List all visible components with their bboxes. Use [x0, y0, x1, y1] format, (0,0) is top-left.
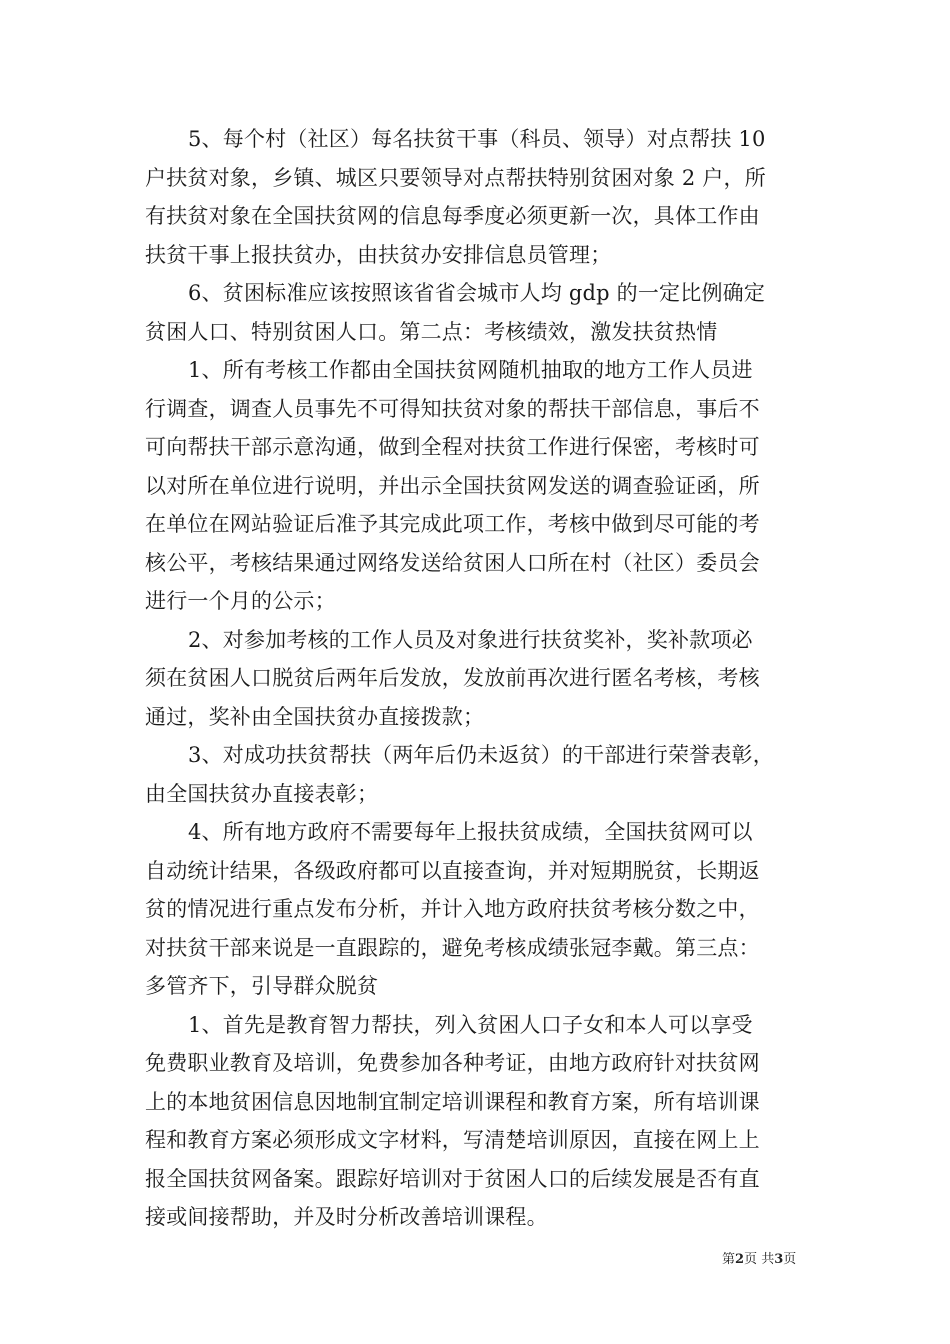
text-line: 2、对参加考核的工作人员及对象进行扶贫奖补，奖补款项必 [188, 627, 753, 652]
text-line: 5、每个村（社区）每名扶贫干事（科员、领导）对点帮扶 10 [188, 127, 766, 151]
page-label-middle: 页 共 [744, 1252, 775, 1267]
text-line: 由全国扶贫办直接表彰； [145, 781, 379, 806]
text-line: 可向帮扶干部示意沟通，做到全程对扶贫工作进行保密，考核时可 [145, 435, 760, 459]
text-line: 进行一个月的公示； [145, 589, 336, 613]
text-line: 在单位在网站验证后准予其完成此项工作，考核中做到尽可能的考 [145, 512, 760, 536]
text-line: 贫的情况进行重点发布分析，并计入地方政府扶贫考核分数之中， [145, 897, 760, 921]
text-line: 3、对成功扶贫帮扶（两年后仍未返贫）的干部进行荣誉表彰， [188, 743, 774, 767]
text-line: 须在贫困人口脱贫后两年后发放，发放前再次进行匿名考核，考核 [145, 666, 760, 690]
text-line: 扶贫干事上报扶贫办，由扶贫办安排信息员管理； [145, 242, 612, 267]
page-number-indicator [722, 1251, 796, 1269]
text-line: 自动统计结果，各级政府都可以直接查询，并对短期脱贫，长期返 [145, 858, 760, 883]
text-line: 行调查，调查人员事先不可得知扶贫对象的帮扶干部信息，事后不 [145, 396, 760, 421]
text-line: 通过，奖补由全国扶贫办直接拨款； [145, 704, 485, 729]
text-line: 贫困人口、特别贫困人口。第二点：考核绩效，激发扶贫热情 [145, 319, 718, 344]
current-page-number: 2 [735, 1252, 745, 1267]
text-line: 报全国扶贫网备案。跟踪好培训对于贫困人口的后续发展是否有直 [145, 1166, 760, 1191]
document-body [145, 120, 815, 1237]
text-line: 对扶贫干部来说是一直跟踪的，避免考核成绩张冠李戴。第三点： [145, 935, 760, 960]
text-line: 核公平，考核结果通过网络发送给贫困人口所在村（社区）委员会 [145, 550, 760, 575]
text-line: 户扶贫对象，乡镇、城区只要领导对点帮扶特别贫困对象 2 户，所 [145, 165, 766, 190]
text-line: 接或间接帮助，并及时分析改善培训课程。 [145, 1205, 548, 1229]
text-line: 多管齐下，引导群众脱贫 [145, 974, 379, 998]
text-line: 上的本地贫困信息因地制宜制定培训课程和教育方案，所有培训课 [145, 1089, 760, 1114]
text-line: 免费职业教育及培训，免费参加各种考证，由地方政府针对扶贫网 [145, 1051, 760, 1075]
total-pages-number: 3 [774, 1252, 784, 1267]
page-label-prefix: 第 [722, 1252, 736, 1267]
text-line: 程和教育方案必须形成文字材料，写清楚培训原因，直接在网上上 [145, 1128, 760, 1152]
text-line: 4、所有地方政府不需要每年上报扶贫成绩，全国扶贫网可以 [188, 820, 753, 844]
text-line: 有扶贫对象在全国扶贫网的信息每季度必须更新一次，具体工作由 [145, 204, 760, 228]
text-line: 以对所在单位进行说明，并出示全国扶贫网发送的调查验证函，所 [145, 473, 760, 498]
text-line: 1、所有考核工作都由全国扶贫网随机抽取的地方工作人员进 [188, 358, 753, 382]
text-line: 6、贫困标准应该按照该省省会城市人均 gdp 的一定比例确定 [188, 281, 766, 305]
text-line: 1、首先是教育智力帮扶，列入贫困人口子女和本人可以享受 [188, 1012, 753, 1037]
page-label-suffix: 页 [783, 1252, 797, 1267]
